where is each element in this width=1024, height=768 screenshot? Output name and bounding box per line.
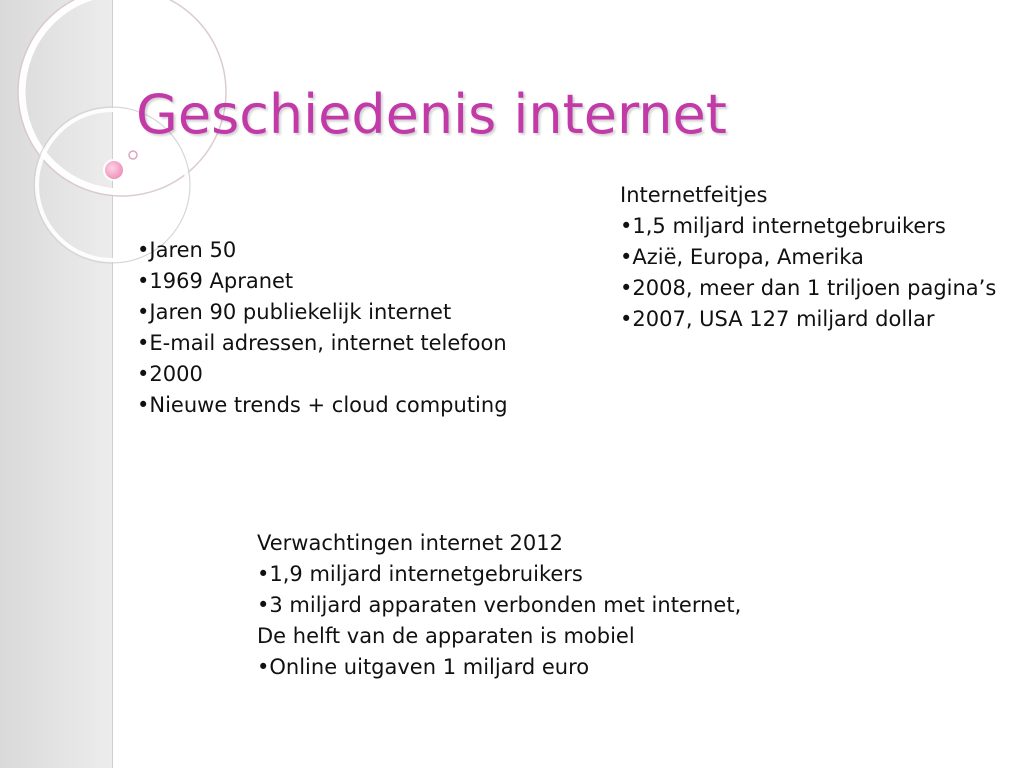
expectations-list <box>257 528 897 683</box>
expectations-item: De helft van de apparaten is mobiel <box>257 624 635 648</box>
history-item: •Nieuwe trends + cloud computing <box>137 393 508 417</box>
history-list <box>137 235 597 421</box>
facts-item: •2008, meer dan 1 triljoen pagina’s <box>620 276 997 300</box>
expectations-item: •3 miljard apparaten verbonden met internet, <box>257 593 742 617</box>
history-item: •1969 Apranet <box>137 269 294 293</box>
history-item: •E-mail adressen, internet telefoon <box>137 331 507 355</box>
expectations-item: •Online uitgaven 1 miljard euro <box>257 655 590 679</box>
slide-title: Geschiedenis internet <box>136 83 727 146</box>
facts-item: •Azië, Europa, Amerika <box>620 245 864 269</box>
expectations-heading: Verwachtingen internet 2012 <box>257 531 563 555</box>
small-hollow-dot <box>129 151 137 159</box>
left-side-panel <box>0 0 113 768</box>
history-item: •2000 <box>137 362 203 386</box>
facts-item: •2007, USA 127 miljard dollar <box>620 307 935 331</box>
history-item: •Jaren 50 <box>137 238 237 262</box>
facts-item: •1,5 miljard internetgebruikers <box>620 214 946 238</box>
facts-list <box>620 180 1015 335</box>
history-item: •Jaren 90 publiekelijk internet <box>137 300 452 324</box>
facts-heading: Internetfeitjes <box>620 183 768 207</box>
expectations-item: •1,9 miljard internetgebruikers <box>257 562 583 586</box>
